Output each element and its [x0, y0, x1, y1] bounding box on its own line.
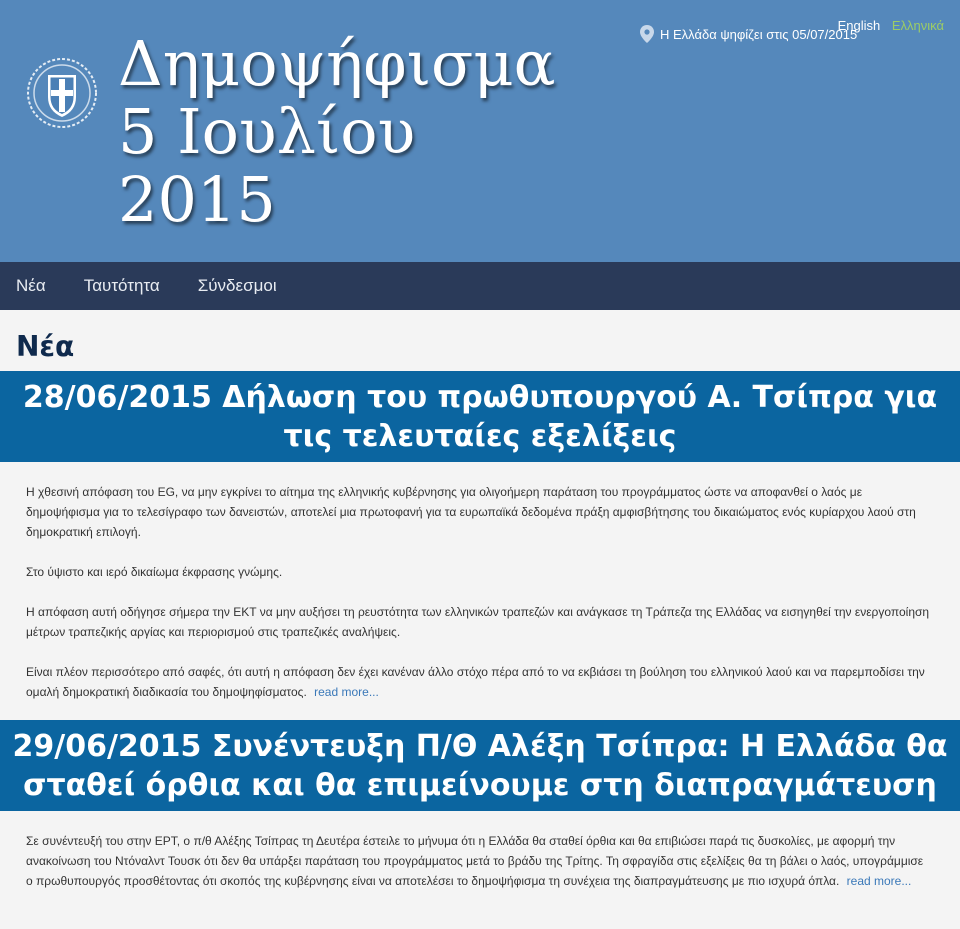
nav-item-links[interactable]: Σύνδεσμοι: [197, 276, 277, 295]
article-2: [0, 720, 960, 909]
nav-item-news[interactable]: Νέα: [16, 276, 46, 295]
site-header: [0, 0, 960, 262]
main-nav: [0, 262, 960, 310]
article-2-paragraph-1: [26, 831, 930, 891]
article-2-paragraph-1-text: Σε συνέντευξή του στην ΕΡΤ, ο π/θ Αλέξης Τσίπρας τη Δευτέρα έστειλε το μήνυμα ότι η Ελλάδα θα σταθεί όρθια και θα επιβιώσει παρά τις δυσκολίες, με αφορμή την ανακοίνωση του Ντόναλντ Τουσκ ότι δεν θα υπάρξει παράταση του προγράμματος μετά το βράδυ της Τρίτης. Τη σφραγίδα στις εξελίξεις θα τη βάλει ο λαός, υπογράμμισε ο πρωθυπουργός προσθέτοντας ότι σκοπός της κυβέρνησης είναι να αποτελέσει το δημοψήφισμα τη συνέχεια της διαπραγμάτευσης με πιο ισχυρά όπλα.: [26, 834, 924, 888]
article-2-title[interactable]: 29/06/2015 Συνέντευξη Π/Θ Αλέξη Τσίπρα: Η Ελλάδα θα σταθεί όρθια και θα επιμείνουμε στη διαπραγμάτευση: [0, 720, 960, 811]
greek-coat-of-arms-icon: [26, 57, 98, 129]
page-title: Νέα: [16, 330, 75, 363]
map-pin-icon: [640, 25, 654, 43]
site-title-line-1: Δημοψήφισμα: [118, 27, 556, 100]
article-1: [0, 371, 960, 720]
article-1-paragraph-2: Στο ύψιστο και ιερό δικαίωμα έκφρασης γνώμης.: [26, 565, 283, 579]
nav-item-identity[interactable]: Ταυτότητα: [83, 276, 160, 295]
article-1-paragraph-4-text: Είναι πλέον περισσότερο από σαφές, ότι αυτή η απόφαση δεν έχει κανέναν άλλο στόχο πέρα από το να εκβιάσει τη βούληση του ελληνικού λαού και να παρεμποδίσει την ομαλή δημοκρατική διαδικασία του δημοψηφίσματος.: [26, 665, 925, 699]
vote-date-info: [640, 25, 857, 43]
article-1-body: [0, 462, 960, 720]
article-1-paragraph-3: Η απόφαση αυτή οδήγησε σήμερα την ΕΚΤ να μην αυξήσει τη ρευστότητα των ελληνικών τραπεζών και ανάγκασε τη Τράπεζα της Ελλάδας να εισηγηθεί την ενεργοποίηση μέτρων τραπεζικής αργίας και περιορισμού στις τραπεζικές αναλήψεις.: [26, 605, 930, 639]
article-1-paragraph-1: Η χθεσινή απόφαση του EG, να μην εγκρίνει το αίτημα της ελληνικής κυβέρνησης για ολιγοήμερη παράταση του προγράμματος ώστε να αποφανθεί ο λαός με δημοψήφισμα για το τελεσίγραφο των δανειστών, αποτελεί μια πρωτοφανή για τα ευρωπαϊκά δεδομένα πράξη αμφισβήτησης του δικαιώματος ενός κυρίαρχου λαού στη δημοκρατική επιλογή.: [26, 485, 916, 539]
vote-date-text: Η Ελλάδα ψηφίζει στις 05/07/2015: [660, 26, 858, 42]
article-2-body: [0, 811, 960, 909]
language-switcher: [830, 18, 944, 33]
site-title-line-3: 2015: [118, 163, 276, 236]
site-title-line-2: 5 Ιουλίου: [118, 95, 416, 168]
language-english-link[interactable]: English: [837, 18, 881, 33]
site-title: [118, 27, 556, 236]
article-1-read-more-link[interactable]: read more...: [314, 685, 379, 699]
article-1-paragraph-4: [26, 662, 930, 702]
article-2-read-more-link[interactable]: read more...: [846, 874, 912, 888]
article-1-title[interactable]: 28/06/2015 Δήλωση του πρωθυπουργού Α. Τσίπρα για τις τελευταίες εξελίξεις: [0, 371, 960, 462]
language-greek-link[interactable]: Ελληνικά: [891, 18, 944, 33]
